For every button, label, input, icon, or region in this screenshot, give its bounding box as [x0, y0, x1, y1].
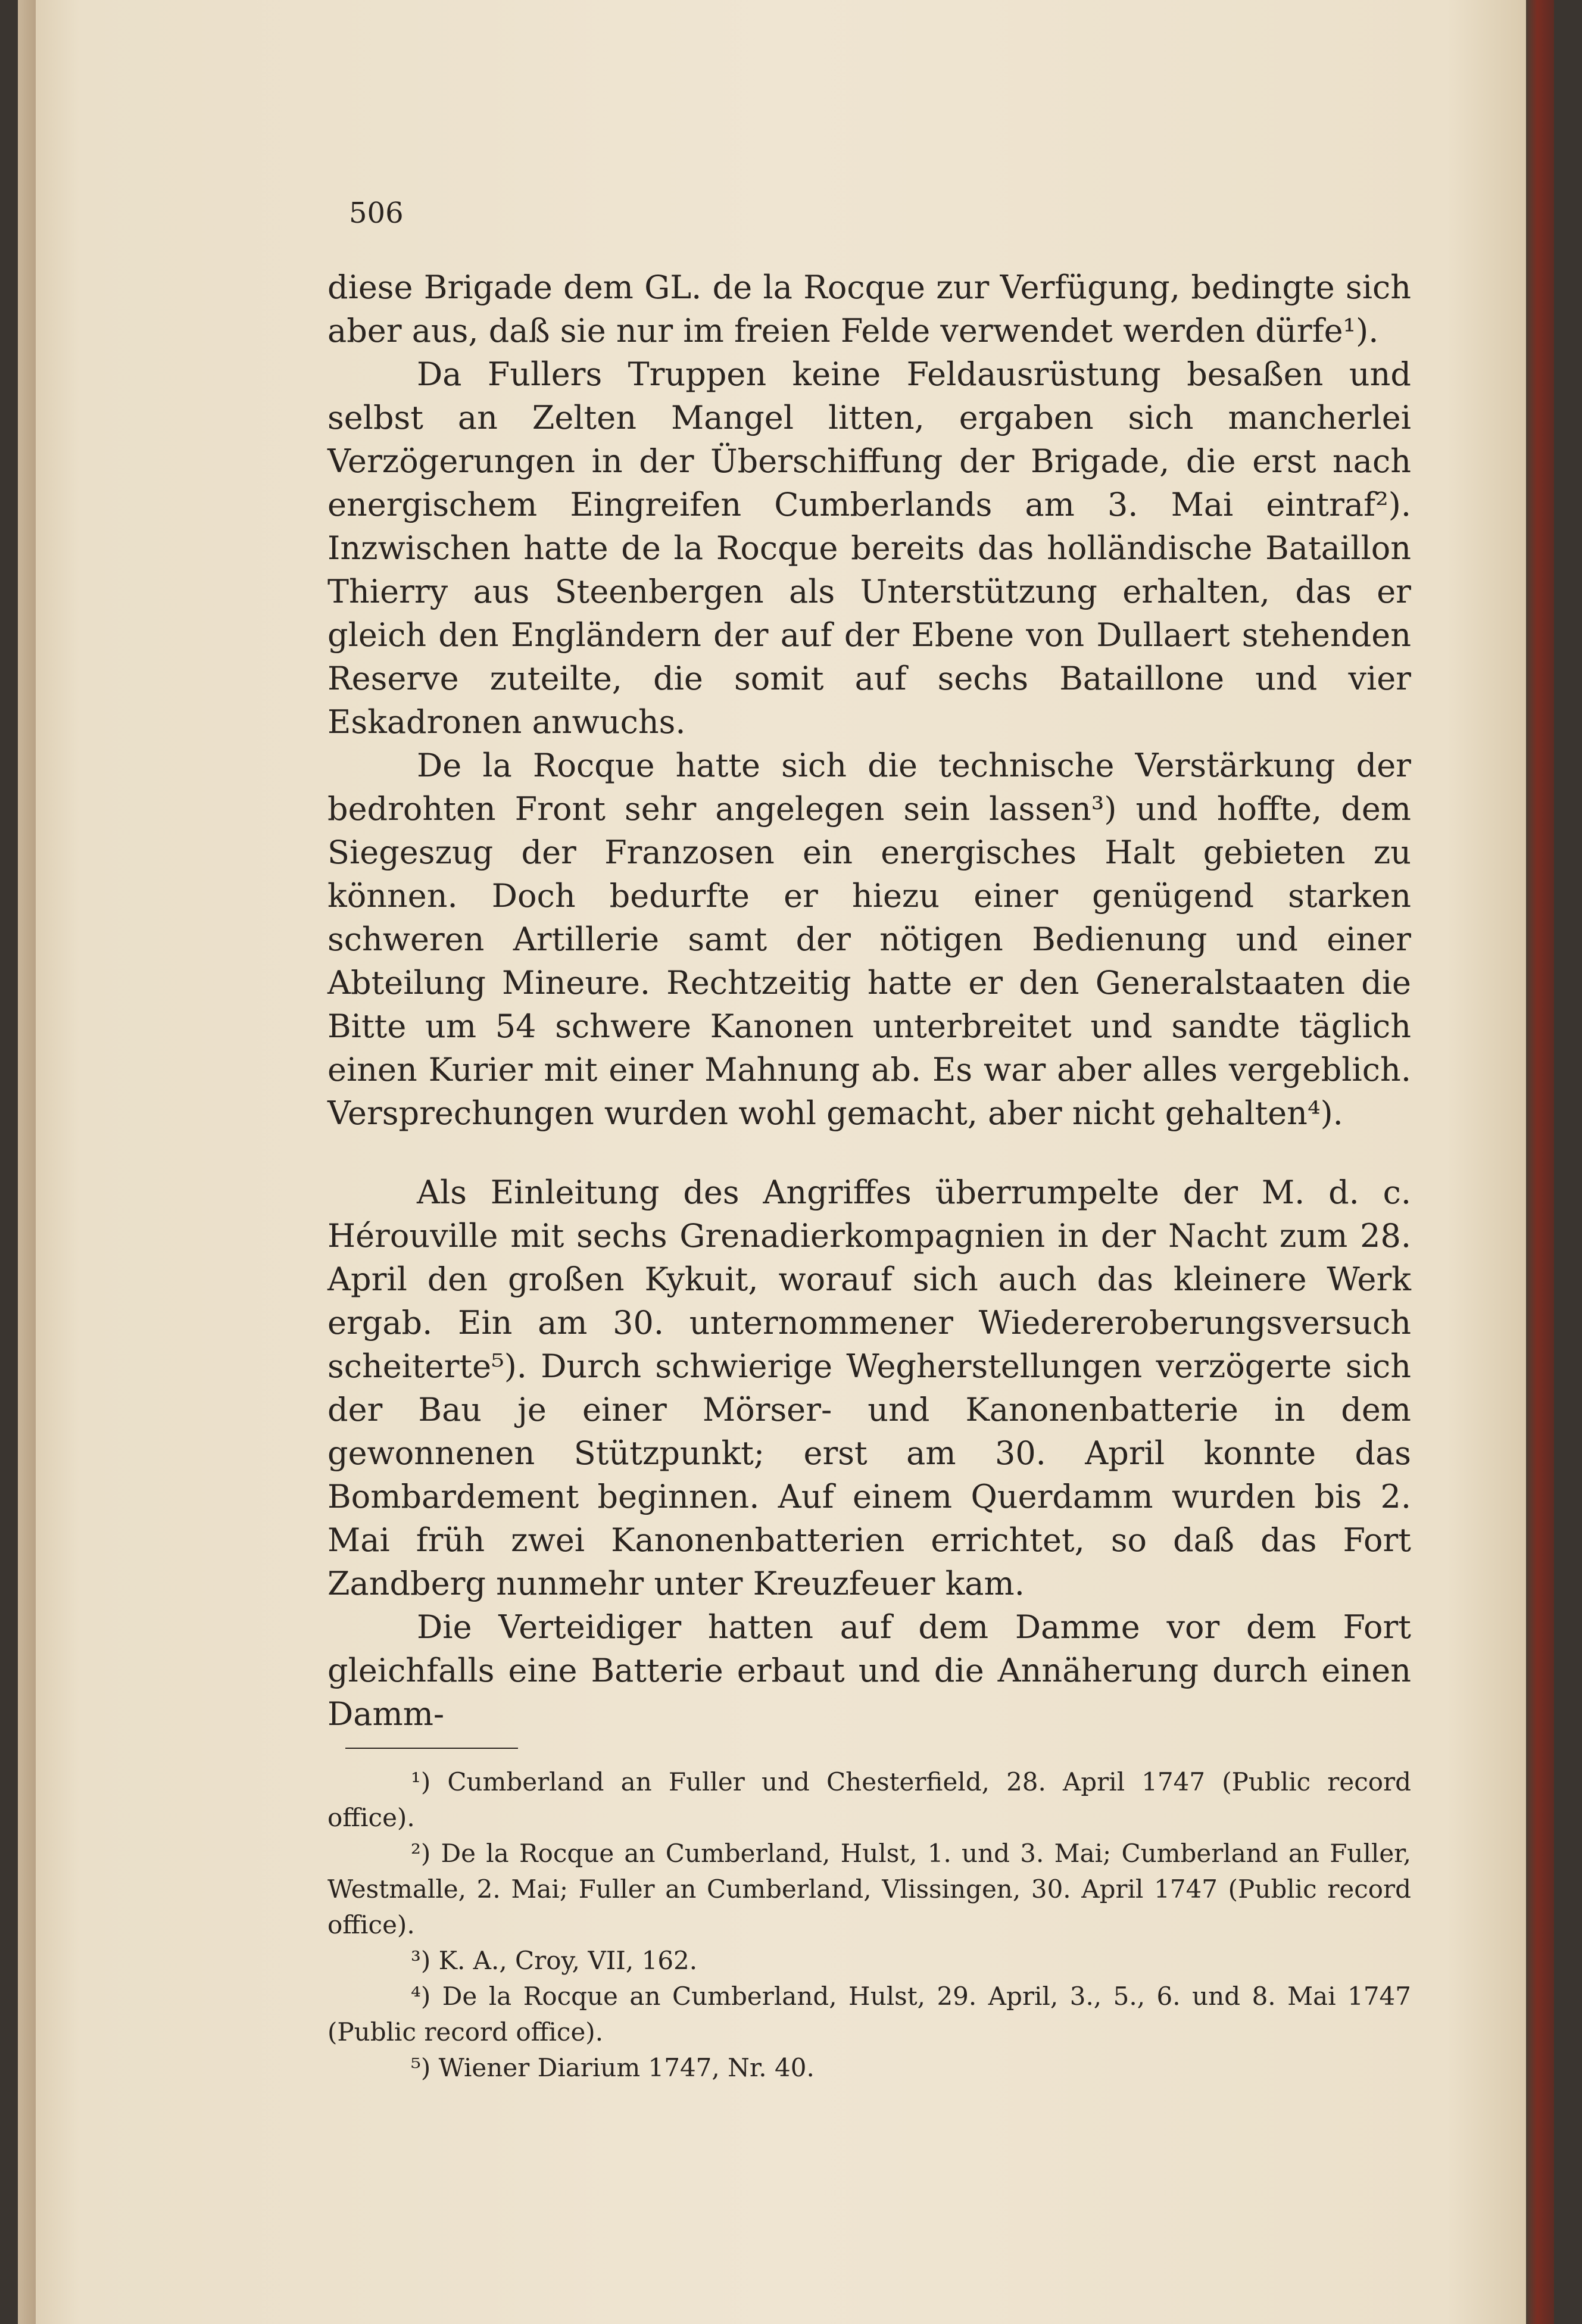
page-gutter-shadow: [18, 0, 36, 2324]
page-text-block: [327, 196, 1411, 2086]
book-page: [18, 0, 1554, 2324]
paragraph-5: Die Verteidiger hatten auf dem Damme vor dem Fort gleichfalls eine Batterie erbaut und die Annäherung durch einen Damm-: [327, 1608, 1411, 1733]
footnote-4: ⁴) De la Rocque an Cumberland, Hulst, 29. April, 3., 5., 6. und 8. Mai 1747 (Public record office).: [327, 1982, 1411, 2047]
paragraph-2: Da Fullers Truppen keine Feldausrüstung besaßen und selbst an Zelten Mangel litten, ergaben sich mancherlei Verzögerungen in der Überschiffung der Brigade, die erst nach energischem Eingreifen Cumberlands am 3. Mai eintraf²). Inzwischen hatte de la Rocque bereits das holländische Bataillon Thierry aus Steenbergen als Unterstützung erhalten, das er gleich den Engländern der auf der Ebene von Dullaert stehenden Reserve zuteilte, die somit auf sechs Bataillone und vier Eskadronen anwuchs.: [327, 355, 1411, 741]
footnotes: [327, 1748, 1411, 2086]
footnote-3: ³) K. A., Croy, VII, 162.: [411, 1946, 698, 1975]
footnote-divider: [345, 1748, 518, 1749]
paragraph-3: De la Rocque hatte sich die technische Verstärkung der bedrohten Front sehr angelegen sein lassen³) und hoffte, dem Siegeszug der Franzosen ein energisches Halt gebieten zu können. Doch bedurfte er hiezu einer genügend starken schweren Artillerie samt der nötigen Bedienung und einer Abteilung Mineure. Rechtzeitig hatte er den Generalstaaten die Bitte um 54 schwere Kanonen unterbreitet und sandte täglich einen Kurier mit einer Mahnung ab. Es war aber alles vergeblich. Versprechungen wurden wohl gemacht, aber nicht gehalten⁴).: [327, 747, 1411, 1132]
paragraph-1: diese Brigade dem GL. de la Rocque zur Verfügung, bedingte sich aber aus, daß sie nur im freien Felde verwendet werden dürfe¹).: [327, 269, 1411, 350]
footnote-5: ⁵) Wiener Diarium 1747, Nr. 40.: [411, 2053, 815, 2082]
paragraph-4: Als Einleitung des Angriffes überrumpelte der M. d. c. Hérouville mit sechs Grenadierkompagnien in der Nacht zum 28. April den großen Kykuit, worauf sich auch das kleinere Werk ergab. Ein am 30. unternommener Wiedereroberungsversuch scheiterte⁵). Durch schwierige Wegherstellungen verzögerte sich der Bau je einer Mörser- und Kanonenbatterie in dem gewonnenen Stützpunkt; erst am 30. April konnte das Bombardement beginnen. Auf einem Querdamm wurden bis 2. Mai früh zwei Kanonenbatterien errichtet, so daß das Fort Zandberg nunmehr unter Kreuzfeuer kam.: [327, 1174, 1411, 1602]
footnote-2: ²) De la Rocque an Cumberland, Hulst, 1. und 3. Mai; Cumberland an Fuller, Westmalle, 2. Mai; Fuller an Cumberland, Vlissingen, 30. April 1747 (Public record office).: [327, 1839, 1411, 1939]
book-cover-edge: [1526, 0, 1554, 2324]
footnote-1: ¹) Cumberland an Fuller und Chesterfield, 28. April 1747 (Public record office).: [327, 1767, 1411, 1832]
page-number: 506: [349, 196, 404, 230]
